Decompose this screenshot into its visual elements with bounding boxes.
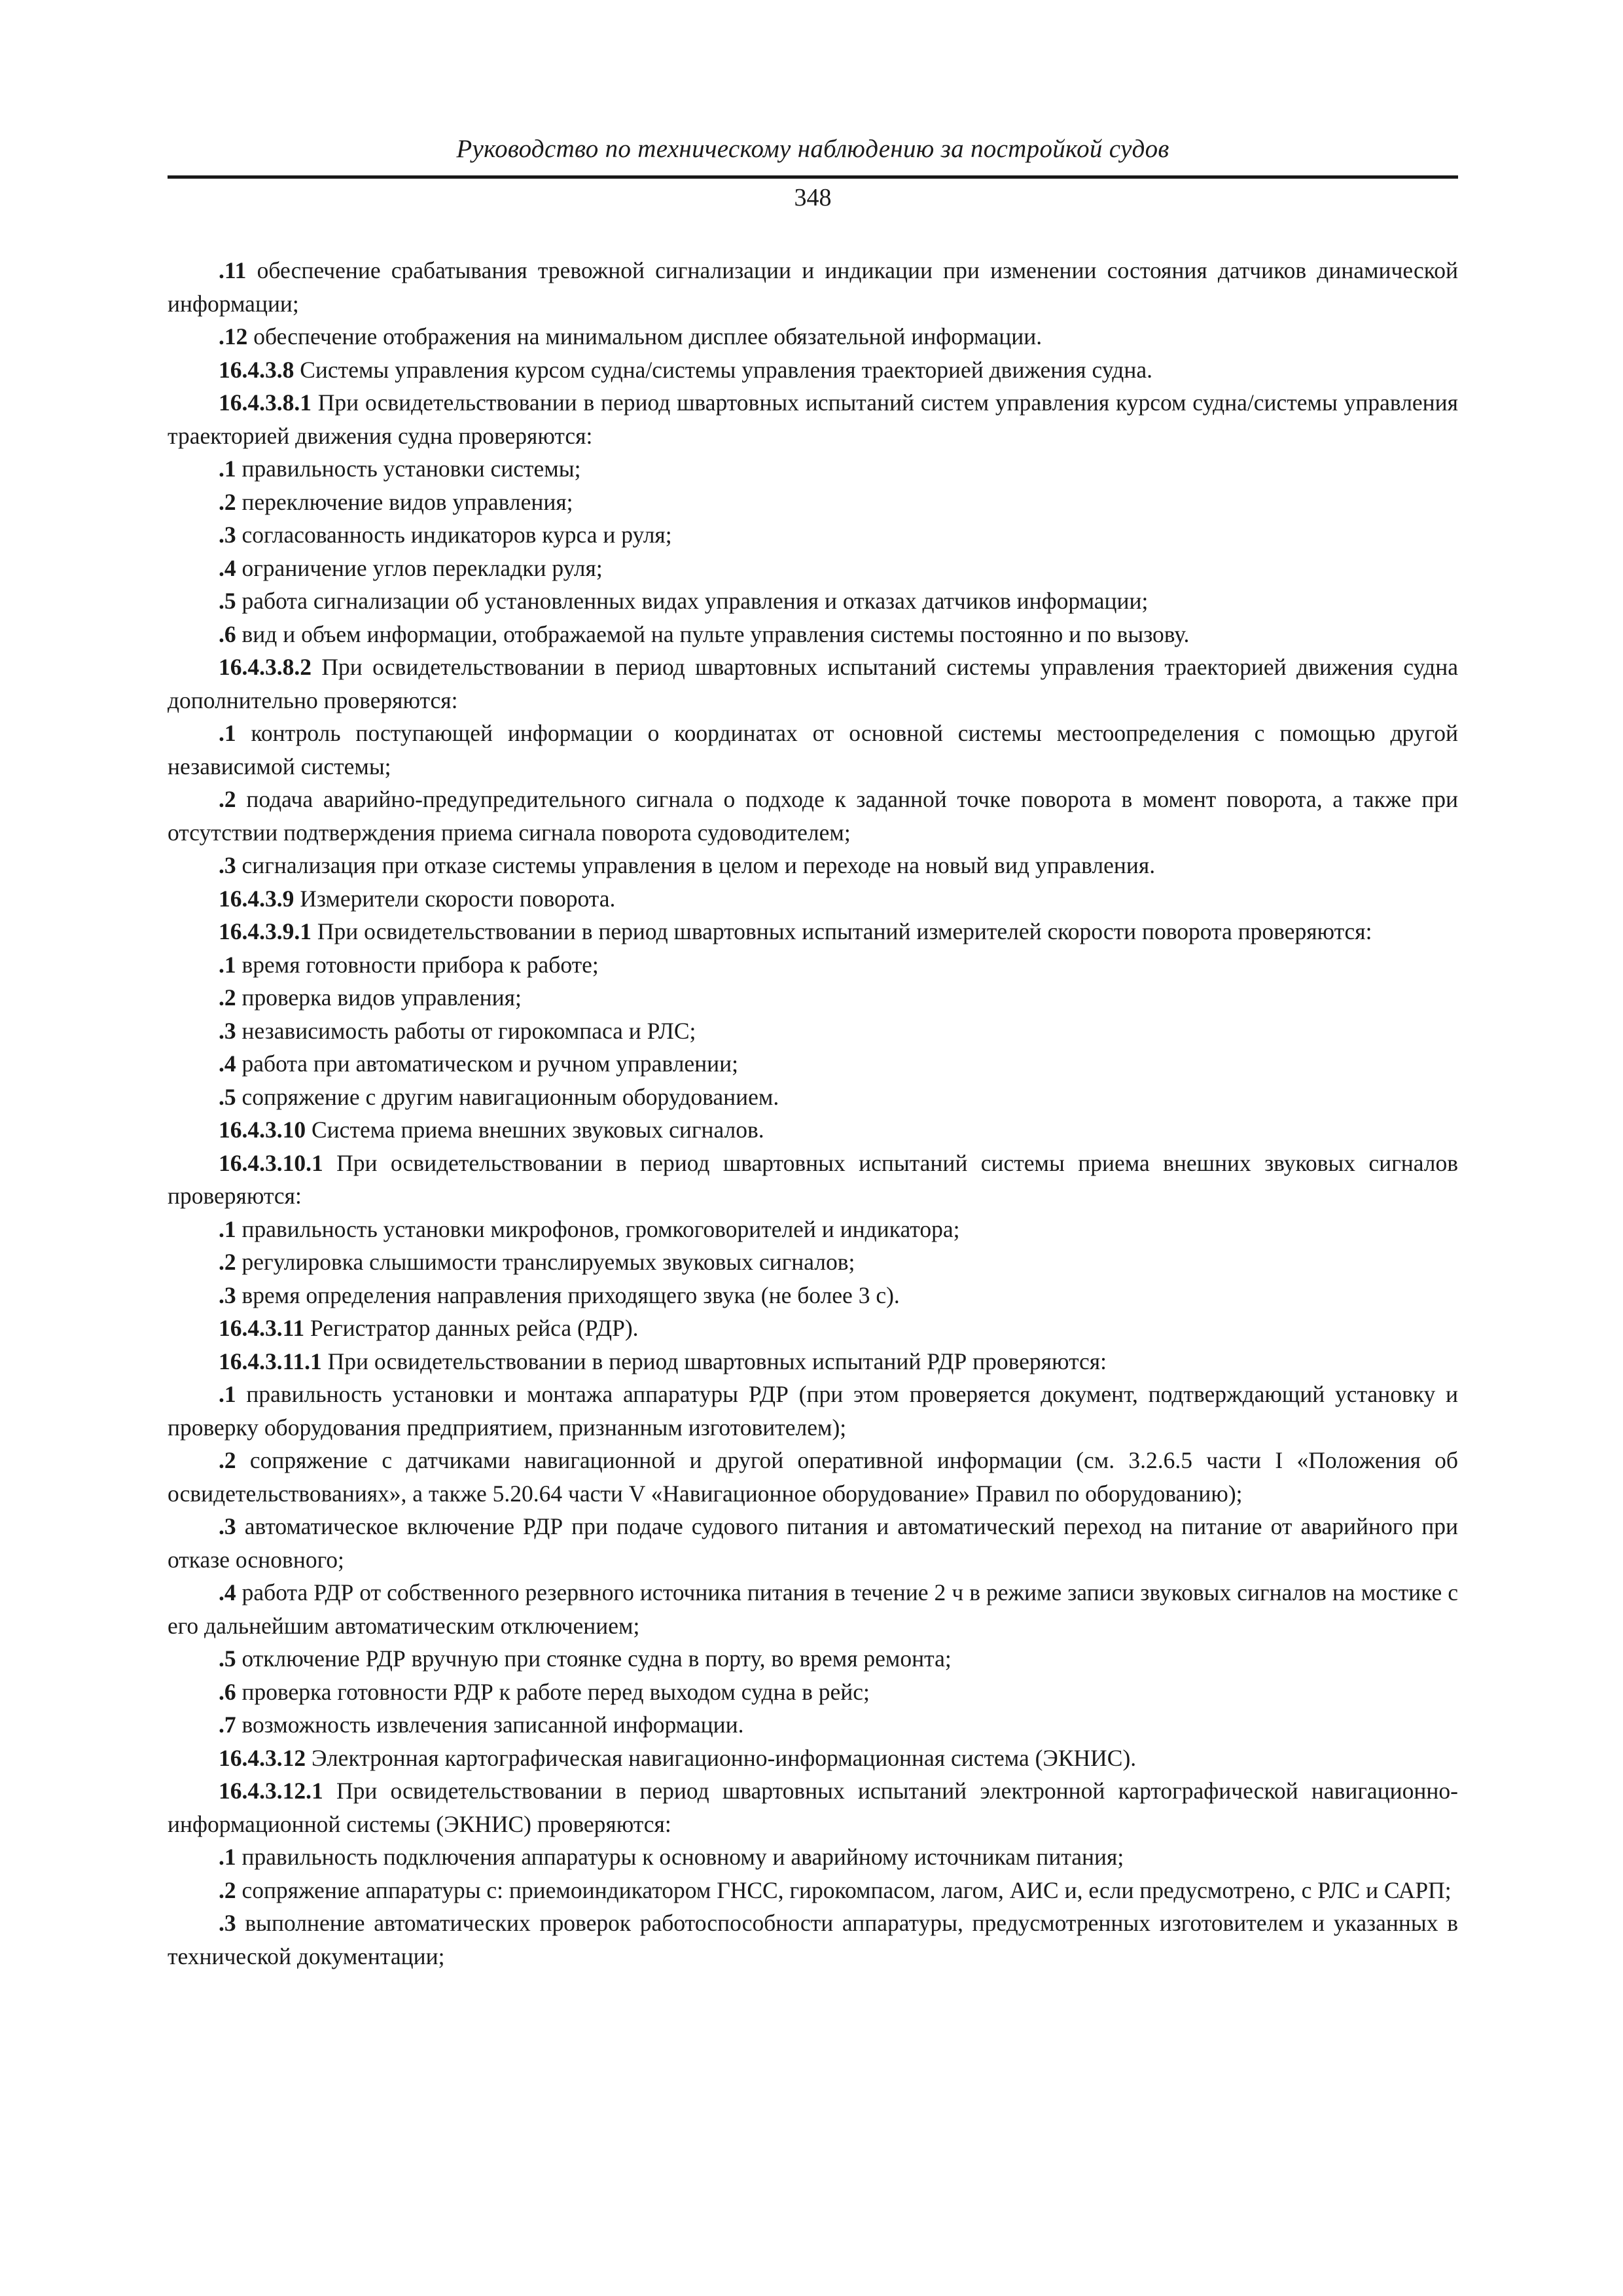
paragraph [168,1708,1458,1742]
paragraph-text: правильность установки микрофонов, громкоговорителей и индикатора; [236,1215,960,1242]
paragraph [168,1147,1458,1213]
paragraph-text: сопряжение с датчиками навигационной и другой оперативной информации (см. 3.2.6.5 части I «Положения об освидетельствованиях», а также 5.20.64 части V «Навигационное оборудование» Правил по оборудованию); [168,1447,1458,1507]
paragraph [168,1444,1458,1510]
paragraph-number: .1 [219,1215,236,1242]
paragraph-text: При освидетельствовании в период швартовных испытаний измерителей скорости поворота проверяются: [312,918,1372,944]
paragraph [168,1246,1458,1279]
paragraph-number: .1 [219,720,236,746]
paragraph-number: 16.4.3.12 [219,1744,306,1771]
paragraph-number: .11 [219,257,247,283]
paragraph-number: 16.4.3.10 [219,1117,306,1143]
paragraph-text: обеспечение срабатывания тревожной сигнализации и индикации при изменении состояния датчиков динамической информации; [168,257,1458,317]
paragraph-number: .1 [219,456,236,482]
paragraph [168,386,1458,452]
paragraph [168,1345,1458,1378]
paragraph [168,882,1458,916]
running-title: Руководство по техническому наблюдению за постройкой судов [456,135,1169,163]
paragraph [168,849,1458,882]
paragraph-text: отключение РДР вручную при стоянке судна в порту, во время ремонта; [236,1645,952,1672]
paragraph [168,1081,1458,1114]
paragraph-text: работа РДР от собственного резервного источника питания в течение 2 ч в режиме записи звуковых сигналов на мостике с его дальнейшим автоматическим отключением; [168,1579,1458,1639]
paragraph-text: сопряжение аппаратуры с: приемоиндикатором ГНСС, гирокомпасом, лагом, АИС и, если предусмотрено, с РЛС и САРП; [236,1876,1452,1903]
paragraph-text: работа сигнализации об установленных видах управления и отказах датчиков информации; [236,588,1149,614]
paragraph-number: .2 [219,1876,236,1903]
paragraph-number: .5 [219,1083,236,1110]
paragraph-text: выполнение автоматических проверок работоспособности аппаратуры, предусмотренных изготовителем и указанных в технической документации; [168,1910,1458,1969]
paragraph-text: работа при автоматическом и ручном управлении; [236,1050,739,1077]
paragraph [168,915,1458,948]
paragraph-text: ограничение углов перекладки руля; [236,554,603,581]
paragraph-number: 16.4.3.8.2 [219,654,312,680]
paragraph [168,717,1458,783]
paragraph [168,948,1458,982]
paragraph [168,1047,1458,1081]
paragraph-number: .1 [219,951,236,978]
paragraph-number: .2 [219,488,236,515]
paragraph [168,1378,1458,1444]
paragraph-number: .2 [219,786,236,812]
paragraph-number: .6 [219,620,236,647]
paragraph-text: правильность установки системы; [236,456,581,482]
paragraph-number: 16.4.3.12.1 [219,1778,323,1804]
paragraph-number: 16.4.3.11 [219,1315,305,1341]
paragraph-number: .7 [219,1712,236,1738]
paragraph-text: обеспечение отображения на минимальном дисплее обязательной информации. [247,323,1043,350]
paragraph-number: .3 [219,522,236,548]
paragraph-number: .2 [219,1249,236,1275]
paragraph-text: время определения направления приходящего звука (не более 3 с). [236,1282,900,1308]
paragraph-text: подача аварийно-предупредительного сигнала о подходе к заданной точке поворота в момент поворота, а также при отсутствии подтверждения приема сигнала поворота судоводителем; [168,786,1458,846]
paragraph [168,981,1458,1014]
paragraph-text: проверка готовности РДР к работе перед выходом судна в рейс; [236,1678,870,1705]
paragraph-text: проверка видов управления; [236,984,522,1011]
paragraph-text: переключение видов управления; [236,488,573,515]
paragraph [168,452,1458,486]
paragraph [168,552,1458,585]
paragraph [168,1774,1458,1840]
paragraph [168,1312,1458,1345]
paragraph [168,1742,1458,1775]
paragraph-number: .2 [219,984,236,1011]
paragraph-number: 16.4.3.9 [219,885,294,912]
paragraph-number: .2 [219,1447,236,1473]
paragraph [168,1213,1458,1246]
paragraph-number: .3 [219,1910,236,1936]
paragraph [168,651,1458,717]
paragraph-number: .6 [219,1678,236,1705]
paragraph [168,320,1458,353]
paragraph-number: .1 [219,1844,236,1870]
paragraph-number: .5 [219,1645,236,1672]
paragraph [168,1014,1458,1048]
paragraph [168,783,1458,849]
paragraph-text: При освидетельствовании в период швартовных испытаний системы управления траекторией движения судна дополнительно проверяются: [168,654,1458,713]
paragraph [168,1642,1458,1676]
paragraph [168,1840,1458,1874]
paragraph-text: Система приема внешних звуковых сигналов. [306,1117,764,1143]
paragraph [168,1576,1458,1642]
paragraph-text: время готовности прибора к работе; [236,951,599,978]
paragraph [168,618,1458,651]
paragraph-number: .3 [219,852,236,878]
paragraph-text: автоматическое включение РДР при подаче судового питания и автоматический переход на питание от аварийного при отказе основного; [168,1513,1458,1573]
paragraph-number: 16.4.3.9.1 [219,918,312,944]
paragraph-number: .4 [219,1050,236,1077]
paragraph-text: сопряжение с другим навигационным оборудованием. [236,1083,779,1110]
paragraph-text: возможность извлечения записанной информации. [236,1712,744,1738]
paragraph-text: Электронная картографическая навигационно-информационная система (ЭКНИС). [306,1744,1137,1771]
paragraph [168,518,1458,552]
paragraph-text: согласованность индикаторов курса и руля; [236,522,672,548]
paragraph-number: .3 [219,1282,236,1308]
paragraph-number: .12 [219,323,248,350]
paragraph [168,1113,1458,1147]
paragraph-number: 16.4.3.11.1 [219,1348,322,1374]
paragraph-number: .5 [219,588,236,614]
paragraph [168,1676,1458,1709]
paragraph-text: сигнализация при отказе системы управления в целом и переходе на новый вид управления. [236,852,1156,878]
paragraph-number: 16.4.3.8.1 [219,389,312,416]
page-number: 348 [794,184,832,211]
paragraph-text: При освидетельствовании в период швартовных испытаний системы приема внешних звуковых сигналов проверяются: [168,1149,1458,1209]
paragraph-text: Системы управления курсом судна/системы управления траекторией движения судна. [294,356,1152,383]
document-body [168,254,1458,1973]
paragraph-text: независимость работы от гирокомпаса и РЛС; [236,1017,696,1044]
paragraph-text: При освидетельствовании в период швартовных испытаний РДР проверяются: [321,1348,1107,1374]
paragraph-number: .4 [219,1579,236,1605]
paragraph-text: Измерители скорости поворота. [294,885,616,912]
paragraph-number: .1 [219,1381,236,1407]
paragraph [168,1279,1458,1312]
paragraph-text: При освидетельствовании в период швартовных испытаний электронной картографической навигационно-информационной системы (ЭКНИС) проверяются: [168,1778,1458,1837]
paragraph [168,254,1458,320]
paragraph-number: .4 [219,554,236,581]
paragraph-text: вид и объем информации, отображаемой на пульте управления системы постоянно и по вызову. [236,620,1190,647]
paragraph-number: 16.4.3.10.1 [219,1149,323,1176]
paragraph-text: правильность установки и монтажа аппаратуры РДР (при этом проверяется документ, подтверждающий установку и проверку оборудования предприятием, признанным изготовителем); [168,1381,1458,1441]
paragraph-text: контроль поступающей информации о координатах от основной системы местоопределения с помощью другой независимой системы; [168,720,1458,780]
paragraph [168,1874,1458,1907]
paragraph [168,1510,1458,1576]
paragraph [168,353,1458,387]
paragraph [168,584,1458,618]
paragraph [168,486,1458,519]
paragraph-text: Регистратор данных рейса (РДР). [304,1315,639,1341]
paragraph-number: .3 [219,1017,236,1044]
paragraph [168,1907,1458,1973]
paragraph-text: правильность подключения аппаратуры к основному и аварийному источникам питания; [236,1844,1124,1870]
paragraph-number: .3 [219,1513,236,1539]
paragraph-text: регулировка слышимости транслируемых звуковых сигналов; [236,1249,855,1275]
paragraph-number: 16.4.3.8 [219,356,294,383]
header-rule [168,175,1458,179]
paragraph-text: При освидетельствовании в период швартовных испытаний систем управления курсом судна/системы управления траекторией движения судна проверяются: [168,389,1458,449]
